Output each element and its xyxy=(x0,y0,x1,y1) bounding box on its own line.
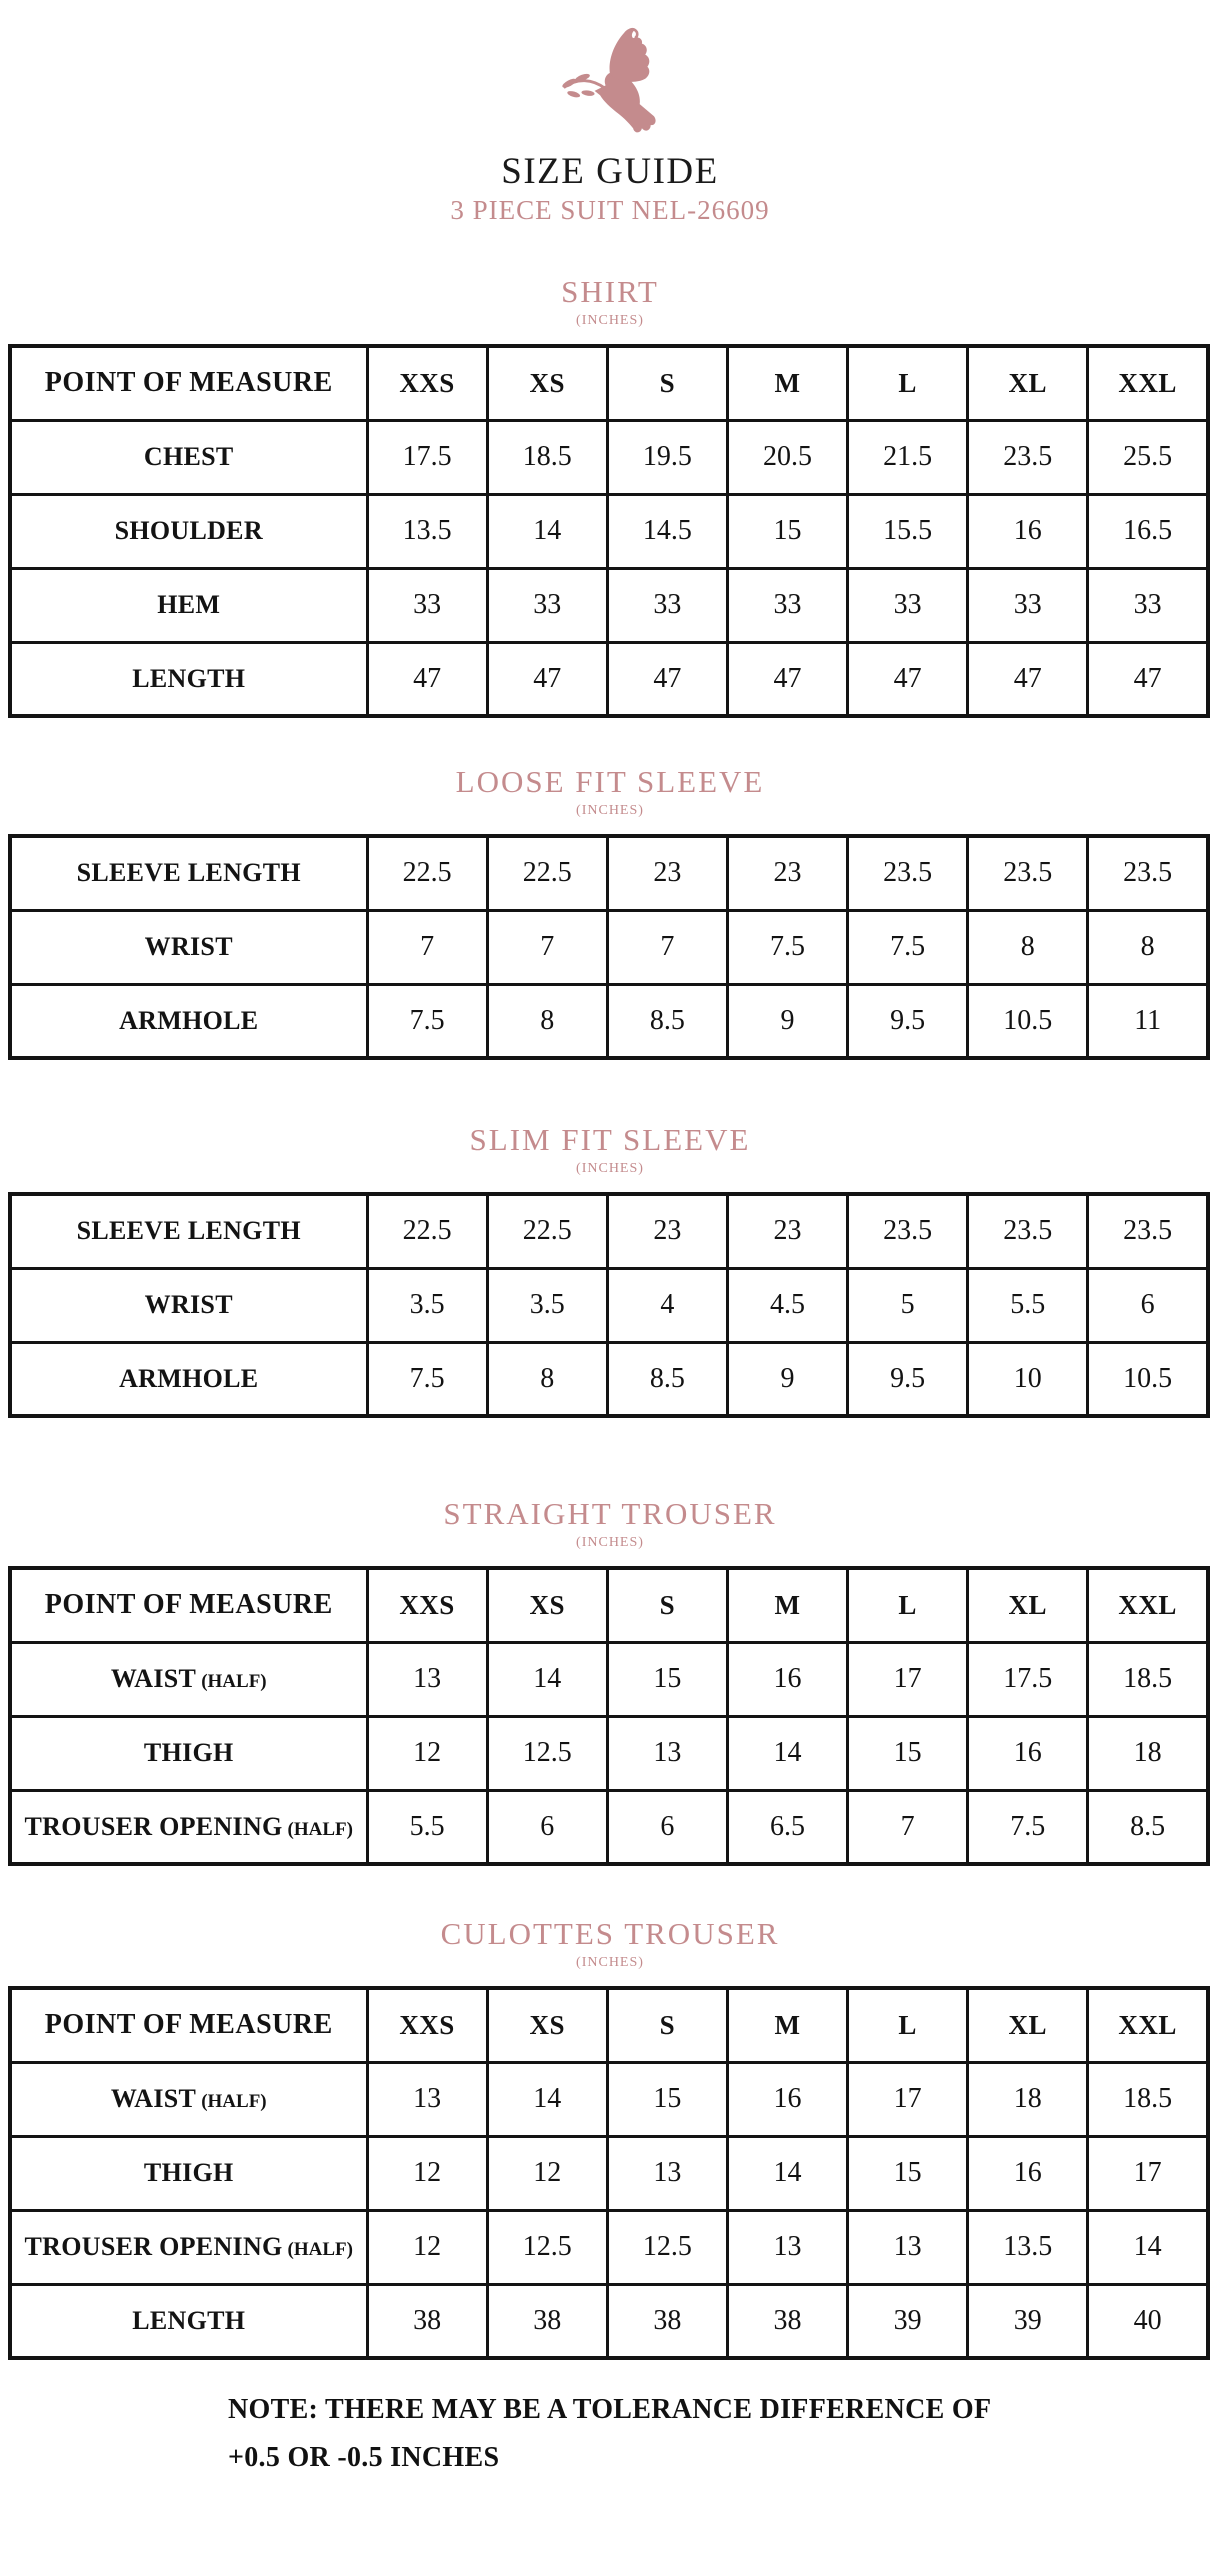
measurement-value: 22.5 xyxy=(487,836,607,910)
section-title: CULOTTES TROUSER xyxy=(440,1916,780,1951)
measure-label-cell xyxy=(10,2062,367,2136)
measurement-value: 12.5 xyxy=(487,2210,607,2284)
measurement-value: 16 xyxy=(968,2136,1088,2210)
measurement-value: 7.5 xyxy=(727,910,847,984)
table-row xyxy=(10,1194,1208,1268)
section-culottes-trouser xyxy=(0,1916,1220,2360)
table-row xyxy=(10,910,1208,984)
measurement-value: 33 xyxy=(1088,568,1208,642)
measurement-value: 17.5 xyxy=(968,1642,1088,1716)
measurement-value: 23 xyxy=(727,1194,847,1268)
measurement-value: 9.5 xyxy=(848,984,968,1058)
measurement-value: 17 xyxy=(848,2062,968,2136)
table-row xyxy=(10,1790,1208,1864)
measurement-value: 12.5 xyxy=(487,1716,607,1790)
measure-label-cell xyxy=(10,420,367,494)
table-row xyxy=(10,1268,1208,1342)
measurement-value: 18.5 xyxy=(1088,1642,1208,1716)
measurement-value: 4.5 xyxy=(727,1268,847,1342)
section-loose-fit-sleeve xyxy=(0,764,1220,1060)
measure-label-cell xyxy=(10,1716,367,1790)
measurement-value: 15 xyxy=(607,2062,727,2136)
measurement-value: 8 xyxy=(1088,910,1208,984)
measurement-value: 7 xyxy=(367,910,487,984)
measure-label: SHOULDER xyxy=(114,516,263,545)
measurement-value: 33 xyxy=(968,568,1088,642)
measurement-value: 47 xyxy=(607,642,727,716)
measurement-value: 13 xyxy=(607,1716,727,1790)
measure-label: TROUSER OPENING xyxy=(24,2232,283,2261)
measure-label: HEM xyxy=(157,590,221,619)
measure-label-suffix: (HALF) xyxy=(201,1671,267,1692)
measurement-value: 15 xyxy=(727,494,847,568)
tolerance-note xyxy=(228,2394,1058,2474)
measurement-value: 22.5 xyxy=(367,1194,487,1268)
measurement-value: 16 xyxy=(727,2062,847,2136)
measurement-value: 10 xyxy=(968,1342,1088,1416)
size-column-header: S xyxy=(607,1988,727,2062)
size-column-header: S xyxy=(607,346,727,420)
size-table-loose-fit-sleeve xyxy=(8,834,1210,1060)
table-row xyxy=(10,642,1208,716)
size-table-straight-trouser xyxy=(8,1566,1210,1866)
measure-label-suffix: (HALF) xyxy=(287,2239,353,2260)
section-title: SHIRT xyxy=(561,274,659,309)
size-column-header: S xyxy=(607,1568,727,1642)
measurement-value: 15 xyxy=(848,1716,968,1790)
measurement-value: 12.5 xyxy=(607,2210,727,2284)
measure-label: ARMHOLE xyxy=(119,1005,259,1035)
section-unit-label: (INCHES) xyxy=(576,803,644,818)
measurement-value: 16 xyxy=(727,1642,847,1716)
size-table-slim-fit-sleeve xyxy=(8,1192,1210,1418)
measurement-value: 23.5 xyxy=(848,1194,968,1268)
measurement-value: 14.5 xyxy=(607,494,727,568)
measurement-value: 14 xyxy=(727,1716,847,1790)
measure-label-cell xyxy=(10,494,367,568)
section-straight-trouser xyxy=(0,1496,1220,1866)
size-table-culottes-trouser xyxy=(8,1986,1210,2360)
section-unit-label: (INCHES) xyxy=(576,1161,644,1176)
measurement-value: 10.5 xyxy=(1088,1342,1208,1416)
measure-label: WRIST xyxy=(144,1290,233,1319)
table-row xyxy=(10,2284,1208,2358)
measurement-value: 47 xyxy=(1088,642,1208,716)
section-unit-label: (INCHES) xyxy=(576,313,644,328)
measurement-value: 10.5 xyxy=(968,984,1088,1058)
table-row xyxy=(10,1716,1208,1790)
measurement-value: 23.5 xyxy=(968,836,1088,910)
measurement-value: 16.5 xyxy=(1088,494,1208,568)
table-row xyxy=(10,2210,1208,2284)
measure-label: LENGTH xyxy=(132,663,246,693)
measure-label-cell xyxy=(10,568,367,642)
size-column-header: XXS xyxy=(367,1988,487,2062)
table-row xyxy=(10,836,1208,910)
measure-label-cell xyxy=(10,2284,367,2358)
measurement-value: 40 xyxy=(1088,2284,1208,2358)
measure-label-suffix: (HALF) xyxy=(287,1818,353,1840)
table-row xyxy=(10,1342,1208,1416)
measure-label-cell xyxy=(10,1194,367,1268)
measure-label: SLEEVE LENGTH xyxy=(76,858,301,888)
measure-label-cell xyxy=(10,1642,367,1716)
measure-label: LENGTH xyxy=(132,2305,246,2335)
size-column-header: L xyxy=(848,346,968,420)
measurement-value: 23 xyxy=(727,836,847,910)
measure-label-cell xyxy=(10,836,367,910)
measure-label: WAIST xyxy=(110,1664,197,1693)
size-header-row xyxy=(10,1988,1208,2062)
size-column-header: XXL xyxy=(1088,1568,1208,1642)
measurement-value: 16 xyxy=(968,1716,1088,1790)
measurement-value: 47 xyxy=(487,642,607,716)
size-sections xyxy=(0,274,1220,2360)
section-title: SLIM FIT SLEEVE xyxy=(469,1122,751,1157)
measurement-value: 6 xyxy=(1088,1268,1208,1342)
table-row xyxy=(10,568,1208,642)
size-column-header: M xyxy=(727,1988,847,2062)
size-column-header: M xyxy=(727,346,847,420)
measurement-value: 18.5 xyxy=(487,420,607,494)
measurement-value: 3.5 xyxy=(487,1268,607,1342)
measurement-value: 23.5 xyxy=(1088,1194,1208,1268)
measure-label: THIGH xyxy=(143,1738,234,1767)
measurement-value: 25.5 xyxy=(1088,420,1208,494)
table-row xyxy=(10,2062,1208,2136)
measurement-value: 9 xyxy=(727,1342,847,1416)
point-of-measure-header: POINT OF MEASURE xyxy=(10,1568,367,1642)
size-column-header: XL xyxy=(968,1568,1088,1642)
measurement-value: 6.5 xyxy=(727,1790,847,1864)
measure-label-cell xyxy=(10,1790,367,1864)
measure-label-cell xyxy=(10,984,367,1058)
measure-label: ARMHOLE xyxy=(119,1363,259,1393)
size-column-header: XS xyxy=(487,1988,607,2062)
size-column-header: L xyxy=(848,1568,968,1642)
measurement-value: 22.5 xyxy=(487,1194,607,1268)
measurement-value: 13 xyxy=(367,2062,487,2136)
size-column-header: XS xyxy=(487,1568,607,1642)
size-column-header: XXS xyxy=(367,1568,487,1642)
measurement-value: 18.5 xyxy=(1088,2062,1208,2136)
measurement-value: 7.5 xyxy=(367,984,487,1058)
measure-label: WAIST xyxy=(110,2084,197,2113)
measurement-value: 18 xyxy=(968,2062,1088,2136)
measurement-value: 33 xyxy=(727,568,847,642)
size-column-header: XL xyxy=(968,346,1088,420)
measurement-value: 14 xyxy=(487,1642,607,1716)
product-subtitle: 3 PIECE SUIT NEL-26609 xyxy=(450,195,770,225)
measurement-value: 38 xyxy=(607,2284,727,2358)
measurement-value: 23 xyxy=(607,1194,727,1268)
measurement-value: 33 xyxy=(848,568,968,642)
measurement-value: 23.5 xyxy=(1088,836,1208,910)
measurement-value: 38 xyxy=(727,2284,847,2358)
measurement-value: 47 xyxy=(968,642,1088,716)
table-row xyxy=(10,984,1208,1058)
measurement-value: 7.5 xyxy=(367,1342,487,1416)
measure-label: WRIST xyxy=(144,932,233,961)
measure-label-cell xyxy=(10,2210,367,2284)
measurement-value: 15 xyxy=(848,2136,968,2210)
measurement-value: 7 xyxy=(487,910,607,984)
measurement-value: 8.5 xyxy=(607,1342,727,1416)
measurement-value: 23.5 xyxy=(968,420,1088,494)
measurement-value: 47 xyxy=(727,642,847,716)
measurement-value: 17.5 xyxy=(367,420,487,494)
measurement-value: 23 xyxy=(607,836,727,910)
measurement-value: 39 xyxy=(848,2284,968,2358)
measurement-value: 6 xyxy=(487,1790,607,1864)
measurement-value: 15 xyxy=(607,1642,727,1716)
measurement-value: 17 xyxy=(1088,2136,1208,2210)
size-column-header: XXL xyxy=(1088,1988,1208,2062)
measurement-value: 13 xyxy=(367,1642,487,1716)
measurement-value: 7.5 xyxy=(848,910,968,984)
measurement-value: 9 xyxy=(727,984,847,1058)
measurement-value: 23.5 xyxy=(848,836,968,910)
measurement-value: 39 xyxy=(968,2284,1088,2358)
measure-label: SLEEVE LENGTH xyxy=(76,1216,301,1246)
measurement-value: 22.5 xyxy=(367,836,487,910)
size-column-header: XXL xyxy=(1088,346,1208,420)
measurement-value: 6 xyxy=(607,1790,727,1864)
measurement-value: 12 xyxy=(367,2210,487,2284)
measurement-value: 38 xyxy=(367,2284,487,2358)
dove-with-olive-branch-icon xyxy=(0,26,1220,136)
measure-label-cell xyxy=(10,2136,367,2210)
size-header-row xyxy=(10,1568,1208,1642)
size-column-header: XS xyxy=(487,346,607,420)
measurement-value: 14 xyxy=(1088,2210,1208,2284)
size-column-header: XL xyxy=(968,1988,1088,2062)
measurement-value: 7 xyxy=(607,910,727,984)
measurement-value: 18 xyxy=(1088,1716,1208,1790)
measurement-value: 13 xyxy=(848,2210,968,2284)
measurement-value: 19.5 xyxy=(607,420,727,494)
measurement-value: 13 xyxy=(727,2210,847,2284)
measurement-value: 12 xyxy=(367,2136,487,2210)
measurement-value: 8 xyxy=(968,910,1088,984)
measurement-value: 33 xyxy=(367,568,487,642)
measurement-value: 38 xyxy=(487,2284,607,2358)
page-title: SIZE GUIDE xyxy=(501,151,719,192)
measurement-value: 15.5 xyxy=(848,494,968,568)
measurement-value: 13 xyxy=(607,2136,727,2210)
measurement-value: 9.5 xyxy=(848,1342,968,1416)
measure-label-cell xyxy=(10,1342,367,1416)
measurement-value: 8 xyxy=(487,1342,607,1416)
measurement-value: 7 xyxy=(848,1790,968,1864)
section-title: STRAIGHT TROUSER xyxy=(443,1496,777,1531)
measurement-value: 21.5 xyxy=(848,420,968,494)
section-unit-label: (INCHES) xyxy=(576,1955,644,1970)
measurement-value: 5.5 xyxy=(367,1790,487,1864)
measurement-value: 23.5 xyxy=(968,1194,1088,1268)
measurement-value: 11 xyxy=(1088,984,1208,1058)
measurement-value: 47 xyxy=(367,642,487,716)
section-shirt xyxy=(0,274,1220,718)
measurement-value: 33 xyxy=(607,568,727,642)
section-slim-fit-sleeve xyxy=(0,1122,1220,1418)
measurement-value: 17 xyxy=(848,1642,968,1716)
measurement-value: 12 xyxy=(367,1716,487,1790)
size-column-header: L xyxy=(848,1988,968,2062)
measurement-value: 13.5 xyxy=(367,494,487,568)
measurement-value: 4 xyxy=(607,1268,727,1342)
measure-label: CHEST xyxy=(143,442,234,471)
table-row xyxy=(10,2136,1208,2210)
table-row xyxy=(10,494,1208,568)
measurement-value: 8.5 xyxy=(1088,1790,1208,1864)
measurement-value: 8 xyxy=(487,984,607,1058)
measure-label-cell xyxy=(10,910,367,984)
measure-label-suffix: (HALF) xyxy=(201,2091,267,2112)
measurement-value: 13.5 xyxy=(968,2210,1088,2284)
measurement-value: 5.5 xyxy=(968,1268,1088,1342)
measurement-value: 5 xyxy=(848,1268,968,1342)
measurement-value: 16 xyxy=(968,494,1088,568)
measure-label: TROUSER OPENING xyxy=(24,1811,283,1841)
measure-label: THIGH xyxy=(143,2158,234,2187)
size-table-shirt xyxy=(8,344,1210,718)
measurement-value: 14 xyxy=(487,2062,607,2136)
measurement-value: 14 xyxy=(727,2136,847,2210)
measurement-value: 14 xyxy=(487,494,607,568)
size-column-header: XXS xyxy=(367,346,487,420)
section-title: LOOSE FIT SLEEVE xyxy=(455,764,765,799)
measurement-value: 3.5 xyxy=(367,1268,487,1342)
size-header-row xyxy=(10,346,1208,420)
tolerance-note-line2: +0.5 OR -0.5 INCHES xyxy=(228,2442,500,2473)
point-of-measure-header: POINT OF MEASURE xyxy=(10,1988,367,2062)
table-row xyxy=(10,420,1208,494)
measurement-value: 7.5 xyxy=(968,1790,1088,1864)
measurement-value: 12 xyxy=(487,2136,607,2210)
section-unit-label: (INCHES) xyxy=(576,1535,644,1550)
measure-label-cell xyxy=(10,642,367,716)
measure-label-cell xyxy=(10,1268,367,1342)
measurement-value: 20.5 xyxy=(727,420,847,494)
measurement-value: 47 xyxy=(848,642,968,716)
measurement-value: 8.5 xyxy=(607,984,727,1058)
size-column-header: M xyxy=(727,1568,847,1642)
table-row xyxy=(10,1642,1208,1716)
measurement-value: 33 xyxy=(487,568,607,642)
tolerance-note-line1: NOTE: THERE MAY BE A TOLERANCE DIFFERENCE OF xyxy=(228,2394,992,2425)
brand-header xyxy=(0,26,1220,226)
point-of-measure-header: POINT OF MEASURE xyxy=(10,346,367,420)
